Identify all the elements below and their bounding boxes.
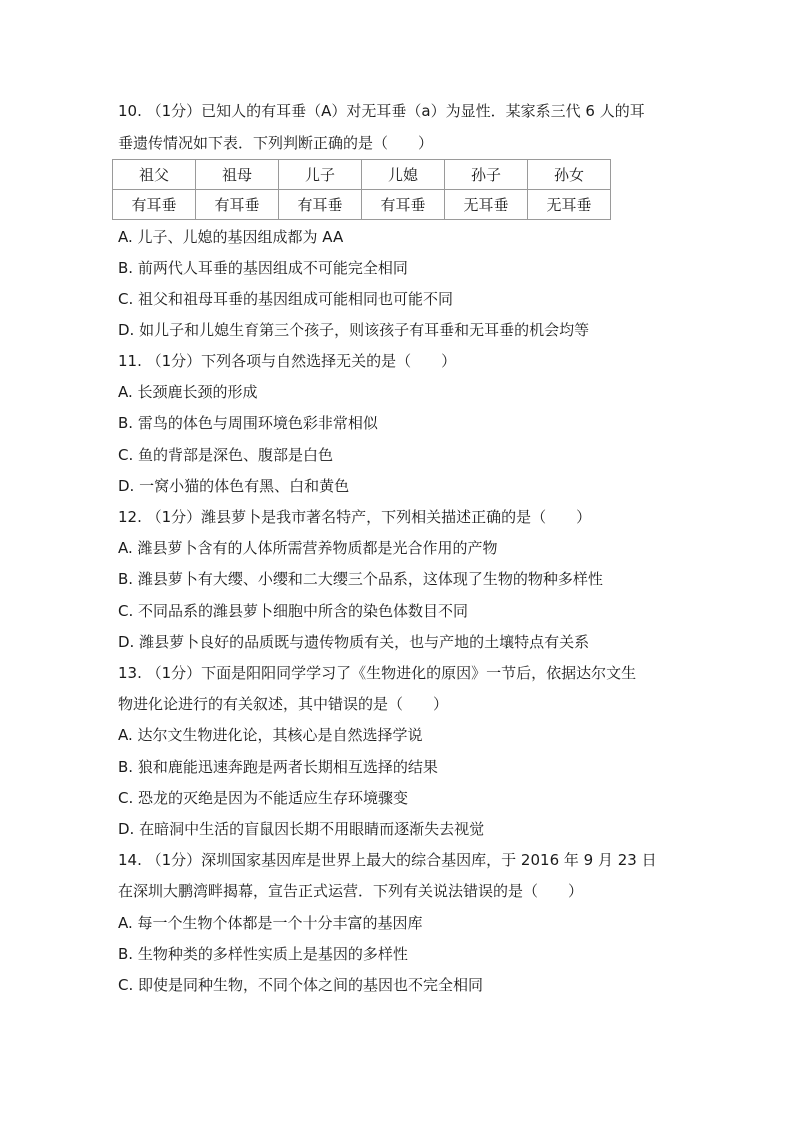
- table-cell: 无耳垂: [445, 190, 528, 220]
- q14-stem-line-1: 14. （1分）深圳国家基因库是世界上最大的综合基因库，于 2016 年 9 月 23 日: [118, 851, 657, 869]
- q13-option-b: B. 狼和鹿能迅速奔跑是两者长期相互选择的结果: [118, 758, 438, 776]
- q12-stem: 12. （1分）潍县萝卜是我市著名特产，下列相关描述正确的是（ ）: [118, 508, 592, 526]
- q11-option-b: B. 雷鸟的体色与周围环境色彩非常相似: [118, 414, 378, 432]
- q12-option-a: A. 潍县萝卜含有的人体所需营养物质都是光合作用的产物: [118, 539, 498, 557]
- ear-lobe-table: [112, 159, 611, 220]
- q10-stem-line-2: 垂遗传情况如下表．下列判断正确的是（ ）: [118, 134, 434, 152]
- q10-option-c: C. 祖父和祖母耳垂的基因组成可能相同也可能不同: [118, 290, 454, 308]
- q12-option-c: C. 不同品系的潍县萝卜细胞中所含的染色体数目不同: [118, 602, 469, 620]
- table-header-cell: 孙子: [445, 160, 528, 190]
- table-cell: 有耳垂: [196, 190, 279, 220]
- table-cell: 有耳垂: [113, 190, 196, 220]
- q14-stem-line-2: 在深圳大鹏湾畔揭幕，宣告正式运营．下列有关说法错误的是（ ）: [118, 882, 584, 900]
- table-header-cell: 孙女: [528, 160, 611, 190]
- table-row: [113, 190, 611, 220]
- q14-option-c: C. 即使是同种生物，不同个体之间的基因也不完全相同: [118, 976, 484, 994]
- q10-option-d: D. 如儿子和儿媳生育第三个孩子，则该孩子有耳垂和无耳垂的机会均等: [118, 321, 590, 339]
- q10-option-b: B. 前两代人耳垂的基因组成不可能完全相同: [118, 259, 408, 277]
- table-header-cell: 祖母: [196, 160, 279, 190]
- table-header-cell: 儿媳: [362, 160, 445, 190]
- q11-stem: 11. （1分）下列各项与自然选择无关的是（ ）: [118, 352, 457, 370]
- q11-option-a: A. 长颈鹿长颈的形成: [118, 383, 258, 401]
- table-cell: 无耳垂: [528, 190, 611, 220]
- table-header-cell: 儿子: [279, 160, 362, 190]
- q13-option-c: C. 恐龙的灭绝是因为不能适应生存环境骤变: [118, 789, 409, 807]
- q13-option-d: D. 在暗洞中生活的盲鼠因长期不用眼睛而逐渐失去视觉: [118, 820, 485, 838]
- q11-option-d: D. 一窝小猫的体色有黑、白和黄色: [118, 477, 350, 495]
- q10-stem-line-1: 10. （1分）已知人的有耳垂（A）对无耳垂（a）为显性．某家系三代 6 人的耳: [118, 102, 645, 120]
- table-header-row: [113, 160, 611, 190]
- q13-option-a: A. 达尔文生物进化论，其核心是自然选择学说: [118, 726, 423, 744]
- q14-option-a: A. 每一个生物个体都是一个十分丰富的基因库: [118, 914, 423, 932]
- q11-option-c: C. 鱼的背部是深色、腹部是白色: [118, 446, 334, 464]
- table-cell: 有耳垂: [362, 190, 445, 220]
- q12-option-b: B. 潍县萝卜有大缨、小缨和二大缨三个品系，这体现了生物的物种多样性: [118, 570, 603, 588]
- q10-option-a: A. 儿子、儿媳的基因组成都为 AA: [118, 228, 344, 246]
- q13-stem-line-2: 物进化论进行的有关叙述，其中错误的是（ ）: [118, 695, 449, 713]
- table-header-cell: 祖父: [113, 160, 196, 190]
- q13-stem-line-1: 13. （1分）下面是阳阳同学学习了《生物进化的原因》一节后，依据达尔文生: [118, 664, 637, 682]
- table-cell: 有耳垂: [279, 190, 362, 220]
- q14-option-b: B. 生物种类的多样性实质上是基因的多样性: [118, 945, 408, 963]
- q12-option-d: D. 潍县萝卜良好的品质既与遗传物质有关，也与产地的土壤特点有关系: [118, 633, 590, 651]
